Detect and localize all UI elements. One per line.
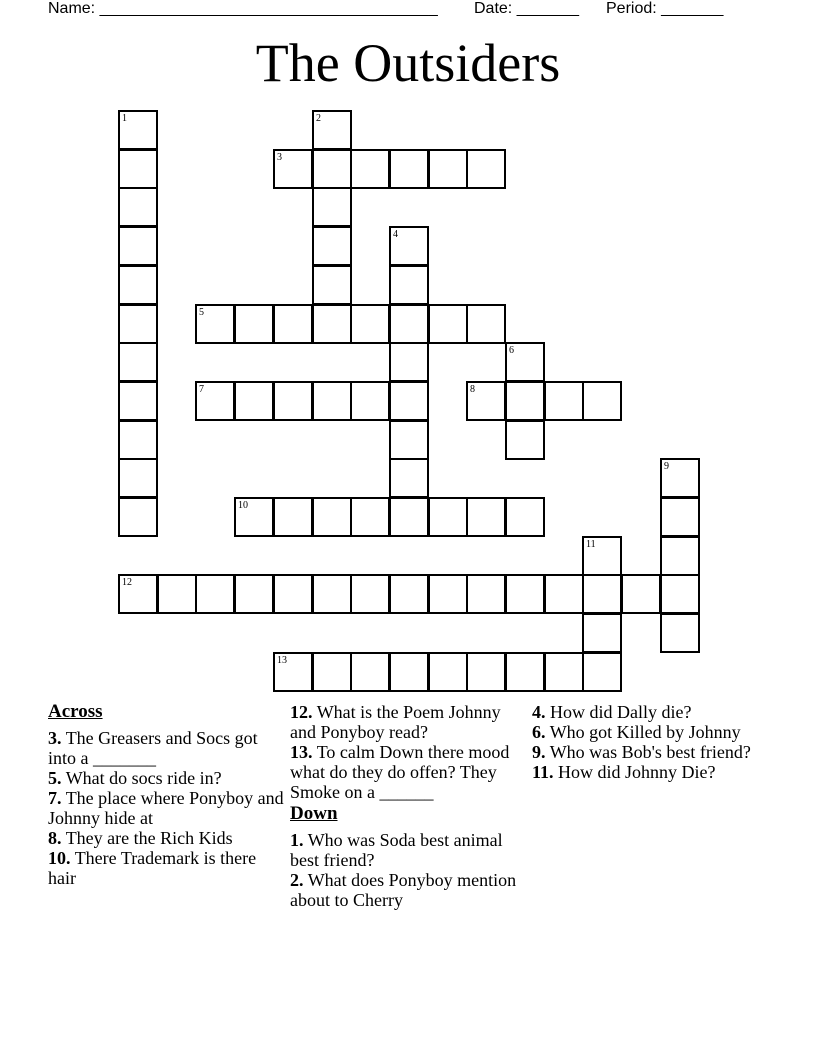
grid-cell[interactable]: [466, 381, 506, 421]
clue-number-label: 9: [664, 461, 669, 472]
grid-cell[interactable]: [312, 381, 352, 421]
grid-cell[interactable]: [312, 149, 352, 189]
clue-text: What do socs ride in?: [65, 768, 222, 788]
grid-cell[interactable]: [389, 381, 429, 421]
clue-number-label: 5: [199, 307, 204, 318]
grid-cell[interactable]: [118, 458, 158, 498]
grid-cell[interactable]: [389, 574, 429, 614]
clue-number: 10.: [48, 848, 71, 868]
clue-number: 3.: [48, 728, 62, 748]
grid-cell[interactable]: [273, 497, 313, 537]
grid-cell[interactable]: [273, 149, 313, 189]
clues-column-1: [48, 702, 284, 888]
clue-number-label: 8: [470, 384, 475, 395]
grid-cell[interactable]: [273, 381, 313, 421]
clue-text: Who was Bob's best friend?: [549, 742, 751, 762]
clue-down-9: [532, 742, 768, 762]
grid-cell[interactable]: [505, 420, 545, 460]
clue-number-label: 6: [509, 345, 514, 356]
clue-text: They are the Rich Kids: [65, 828, 233, 848]
clue-number: 4.: [532, 702, 546, 722]
grid-cell[interactable]: [350, 497, 390, 537]
clue-number: 5.: [48, 768, 62, 788]
grid-cell[interactable]: [234, 574, 274, 614]
period-field-label[interactable]: Period: _______: [606, 0, 724, 17]
clue-down-4: [532, 702, 768, 722]
grid-cell[interactable]: [118, 187, 158, 227]
grid-cell[interactable]: [505, 342, 545, 382]
clue-number-label: 1: [122, 113, 127, 124]
grid-cell[interactable]: [660, 458, 700, 498]
clue-across-8: [48, 828, 284, 848]
clue-number: 13.: [290, 742, 313, 762]
clue-down-11: [532, 762, 768, 782]
grid-cell[interactable]: [466, 574, 506, 614]
clue-across-12: [290, 702, 526, 742]
clue-number-label: 12: [122, 577, 132, 588]
grid-cell[interactable]: [118, 497, 158, 537]
grid-cell[interactable]: [466, 149, 506, 189]
grid-cell[interactable]: [312, 652, 352, 692]
grid-cell[interactable]: [544, 574, 584, 614]
grid-cell[interactable]: [273, 304, 313, 344]
clue-across-13: [290, 742, 526, 802]
clue-text: What does Ponyboy mention about to Cherry: [290, 870, 517, 910]
name-field-label[interactable]: Name: ______________________________________: [48, 0, 438, 17]
grid-cell[interactable]: [350, 652, 390, 692]
grid-cell[interactable]: [389, 342, 429, 382]
grid-cell[interactable]: [118, 574, 158, 614]
clue-number-label: 13: [277, 655, 287, 666]
clue-text: The place where Ponyboy and Johnny hide at: [48, 788, 284, 828]
grid-cell[interactable]: [582, 613, 622, 653]
down-heading: Down: [290, 803, 338, 824]
clues-column-2: [290, 702, 526, 910]
grid-cell[interactable]: [660, 574, 700, 614]
grid-cell[interactable]: [544, 652, 584, 692]
grid-cell[interactable]: [118, 420, 158, 460]
grid-cell[interactable]: [389, 149, 429, 189]
clue-number: 1.: [290, 830, 304, 850]
grid-cell[interactable]: [505, 381, 545, 421]
grid-cell[interactable]: [312, 574, 352, 614]
clue-down-2: [290, 870, 526, 910]
grid-cell[interactable]: [389, 497, 429, 537]
clue-text: Who got Killed by Johnny: [549, 722, 741, 742]
grid-cell[interactable]: [312, 226, 352, 266]
clue-text: The Greasers and Socs got into a _______: [48, 728, 258, 768]
grid-cell[interactable]: [195, 304, 235, 344]
clue-number: 8.: [48, 828, 62, 848]
grid-cell[interactable]: [350, 381, 390, 421]
clue-number-label: 11: [586, 539, 596, 550]
grid-cell[interactable]: [505, 652, 545, 692]
grid-cell[interactable]: [273, 652, 313, 692]
grid-cell[interactable]: [234, 381, 274, 421]
grid-cell[interactable]: [582, 652, 622, 692]
grid-cell[interactable]: [118, 149, 158, 189]
grid-cell[interactable]: [350, 574, 390, 614]
clue-text: How did Johnny Die?: [558, 762, 716, 782]
grid-cell[interactable]: [621, 574, 661, 614]
grid-cell[interactable]: [428, 149, 468, 189]
grid-cell[interactable]: [505, 497, 545, 537]
grid-cell[interactable]: [273, 574, 313, 614]
clue-number-label: 7: [199, 384, 204, 395]
grid-cell[interactable]: [466, 304, 506, 344]
clue-down-6: [532, 722, 768, 742]
grid-cell[interactable]: [118, 342, 158, 382]
page-title: The Outsiders: [255, 33, 561, 93]
grid-cell[interactable]: [195, 574, 235, 614]
clue-text: How did Dally die?: [550, 702, 692, 722]
clue-number-label: 3: [277, 152, 282, 163]
grid-cell[interactable]: [660, 536, 700, 576]
grid-cell[interactable]: [389, 226, 429, 266]
grid-cell[interactable]: [118, 226, 158, 266]
clue-down-1: [290, 830, 526, 870]
clue-text: Who was Soda best animal best friend?: [290, 830, 503, 870]
clue-number: 6.: [532, 722, 546, 742]
clue-across-10: [48, 848, 284, 888]
grid-cell[interactable]: [582, 536, 622, 576]
grid-cell[interactable]: [389, 304, 429, 344]
grid-cell[interactable]: [195, 381, 235, 421]
across-heading: Across: [48, 701, 103, 722]
grid-cell[interactable]: [389, 420, 429, 460]
grid-cell[interactable]: [428, 304, 468, 344]
grid-cell[interactable]: [118, 265, 158, 305]
grid-cell[interactable]: [660, 613, 700, 653]
grid-cell[interactable]: [389, 652, 429, 692]
grid-cell[interactable]: [118, 304, 158, 344]
clue-number-label: 10: [238, 500, 248, 511]
grid-cell[interactable]: [312, 497, 352, 537]
grid-cell[interactable]: [350, 149, 390, 189]
grid-cell[interactable]: [234, 304, 274, 344]
grid-cell[interactable]: [118, 381, 158, 421]
grid-cell[interactable]: [582, 574, 622, 614]
clue-across-7: [48, 788, 284, 828]
grid-cell[interactable]: [312, 110, 352, 150]
clue-number: 2.: [290, 870, 304, 890]
clue-across-5: [48, 768, 284, 788]
clue-number-label: 4: [393, 229, 398, 240]
grid-cell[interactable]: [389, 458, 429, 498]
clues-column-3: [532, 702, 768, 782]
grid-cell[interactable]: [389, 265, 429, 305]
clue-text: There Trademark is there hair: [48, 848, 257, 888]
clue-number: 11.: [532, 762, 554, 782]
grid-cell[interactable]: [544, 381, 584, 421]
clue-number: 7.: [48, 788, 62, 808]
grid-cell[interactable]: [312, 265, 352, 305]
clue-number-label: 2: [316, 113, 321, 124]
grid-cell[interactable]: [234, 497, 274, 537]
grid-cell[interactable]: [428, 574, 468, 614]
grid-cell[interactable]: [505, 574, 545, 614]
grid-cell[interactable]: [428, 652, 468, 692]
clue-across-3: [48, 728, 284, 768]
clue-text: What is the Poem Johnny and Ponyboy read?: [290, 702, 501, 742]
grid-cell[interactable]: [157, 574, 197, 614]
grid-cell[interactable]: [660, 497, 700, 537]
grid-cell[interactable]: [118, 110, 158, 150]
grid-cell[interactable]: [312, 304, 352, 344]
clue-number: 12.: [290, 702, 313, 722]
grid-cell[interactable]: [428, 497, 468, 537]
date-field-label[interactable]: Date: _______: [474, 0, 579, 17]
grid-cell[interactable]: [582, 381, 622, 421]
grid-cell[interactable]: [350, 304, 390, 344]
grid-cell[interactable]: [466, 652, 506, 692]
grid-cell[interactable]: [466, 497, 506, 537]
grid-cell[interactable]: [312, 187, 352, 227]
clue-text: To calm Down there mood what do they do offen? They Smoke on a ______: [290, 742, 510, 802]
clue-number: 9.: [532, 742, 546, 762]
